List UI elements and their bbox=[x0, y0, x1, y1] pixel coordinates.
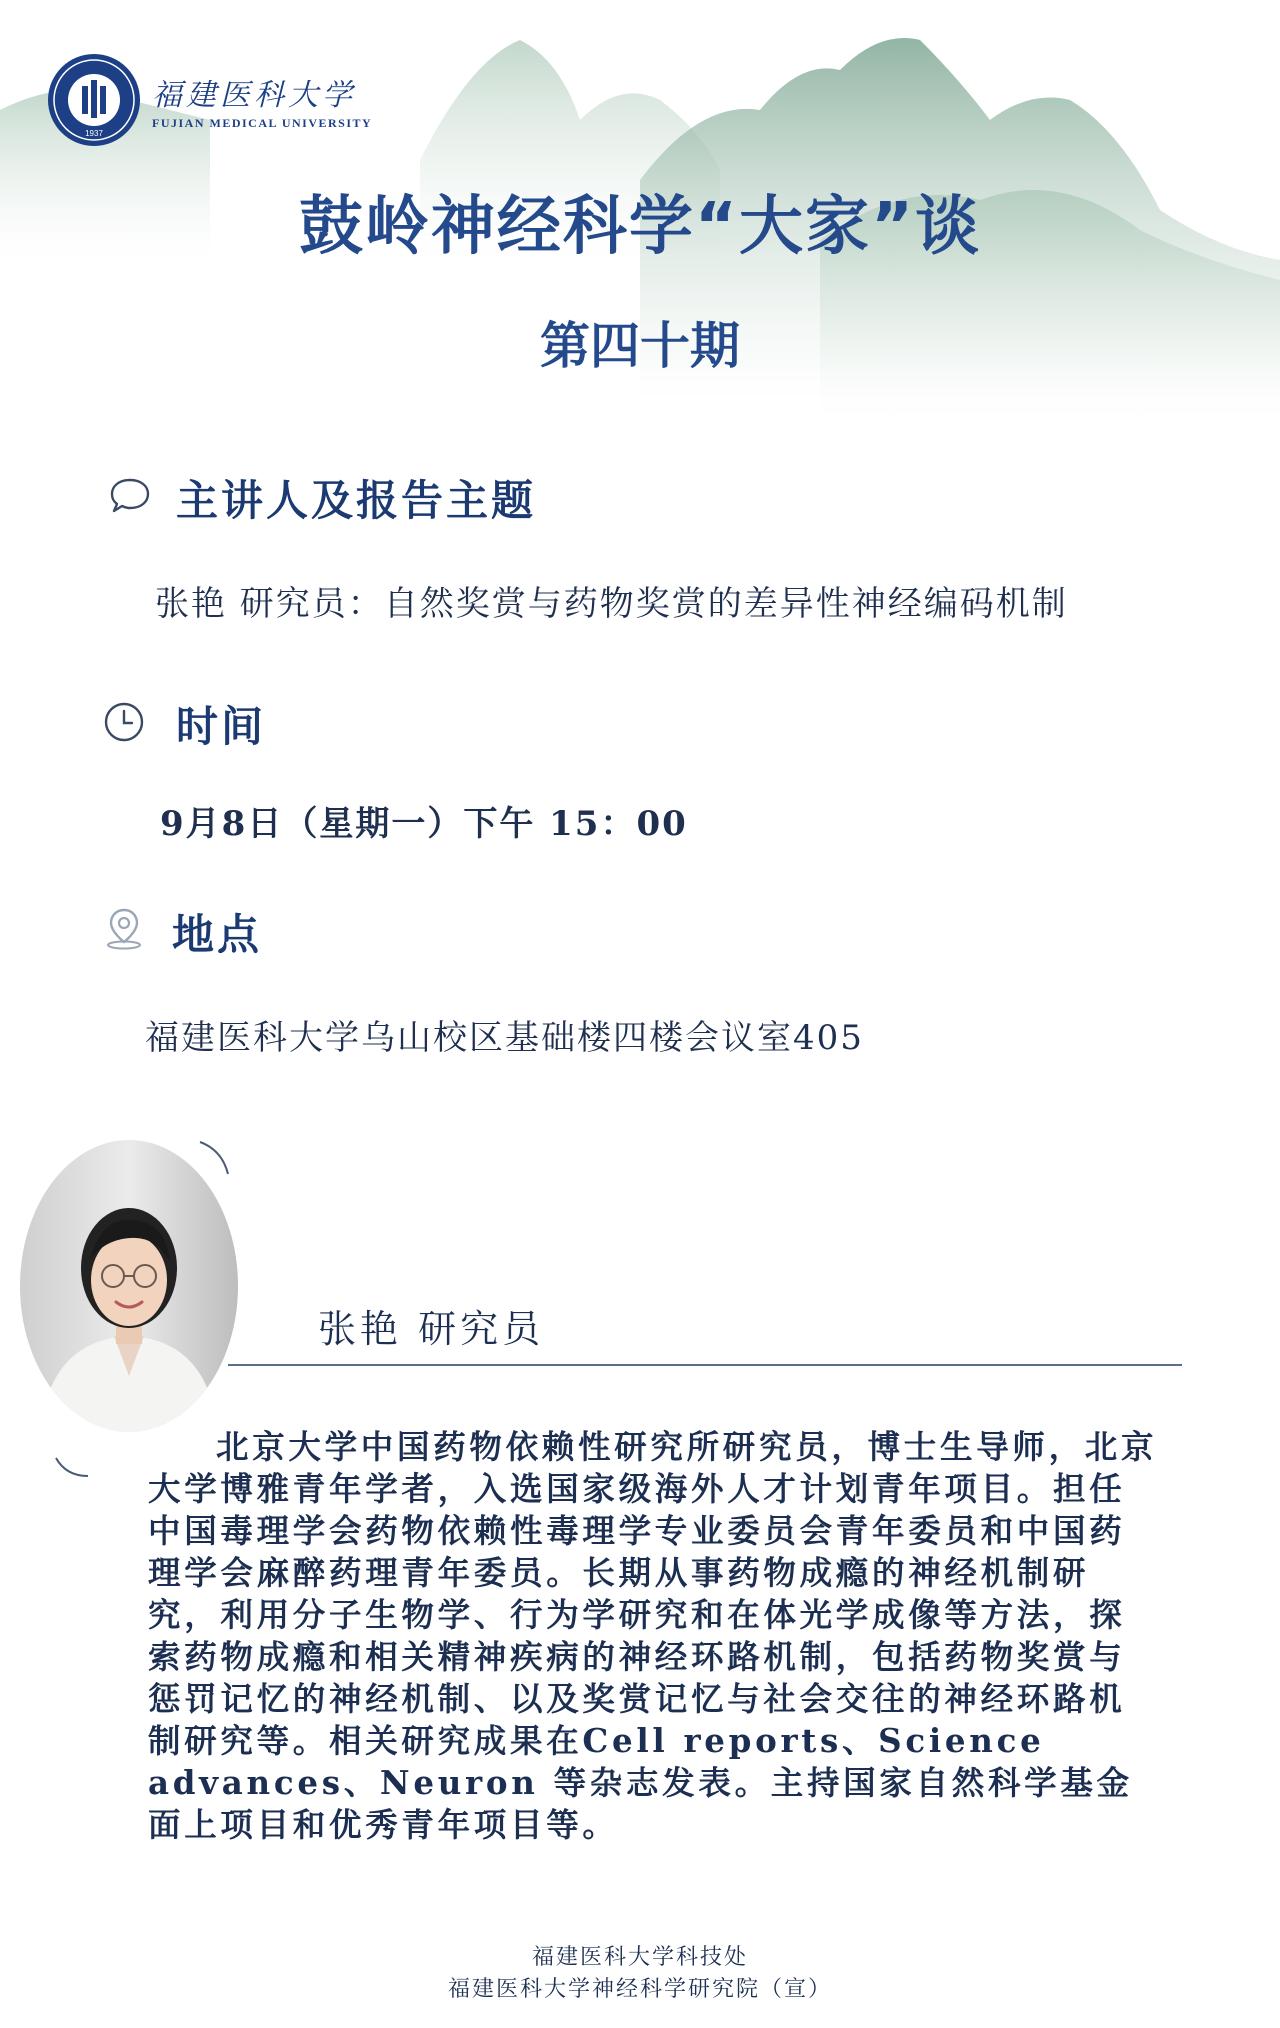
university-seal-icon bbox=[46, 52, 142, 148]
issue-number: 第四十期 bbox=[540, 317, 740, 375]
university-name-en: FUJIAN MEDICAL UNIVERSITY bbox=[152, 115, 373, 130]
footer-line-2: 福建医科大学神经科学研究院（宣） bbox=[447, 1977, 832, 2002]
university-logo bbox=[46, 52, 372, 148]
time-heading: 时间 bbox=[176, 702, 267, 751]
topic-heading: 主讲人及报告主题 bbox=[176, 476, 537, 525]
speaker-name: 张艳 研究员 bbox=[318, 1307, 545, 1351]
footer-line-1: 福建医科大学科技处 bbox=[531, 1945, 748, 1970]
place-heading: 地点 bbox=[172, 910, 263, 959]
place-text: 福建医科大学乌山校区基础楼四楼会议室405 bbox=[145, 1018, 864, 1058]
divider-line bbox=[228, 1364, 1182, 1366]
university-name-cn: 福建医科大学 bbox=[152, 77, 356, 113]
decorative-arc bbox=[196, 1138, 232, 1178]
speech-bubble-icon bbox=[108, 474, 152, 518]
speaker-bio: 北京大学中国药物依赖性研究所研究员，博士生导师，北京大学博雅青年学者，入选国家级海外人才计划青年项目。担任中国毒理学会药物依赖性毒理学专业委员会青年委员和中国药理学会麻醉药理青年委员。长期从事药物成瘾的神经机制研究，利用分子生物学、行为学研究和在体光学成像等方法，探索药物成瘾和相关精神疾病的神经环路机制，包括药物奖赏与惩罚记忆的神经机制、以及奖赏记忆与社会交往的神经环路机制研究等。相关研究成果在Cell reports、Science advances、Neuron 等杂志发表。主持国家自然科学基金面上项目和优秀青年项目等。 bbox=[148, 1427, 1158, 1844]
clock-icon bbox=[102, 700, 146, 744]
decorative-arc bbox=[52, 1454, 92, 1480]
topic-text: 张艳 研究员：自然奖赏与药物奖赏的差异性神经编码机制 bbox=[155, 584, 1068, 624]
location-pin-icon bbox=[102, 906, 146, 950]
speaker-photo bbox=[20, 1140, 238, 1432]
time-text: 9月8日（星期一）下午 15：00 bbox=[160, 804, 688, 844]
lecture-series-title: 鼓岭神经科学“大家”谈 bbox=[298, 190, 982, 264]
seal-year: 1937 bbox=[85, 129, 103, 138]
